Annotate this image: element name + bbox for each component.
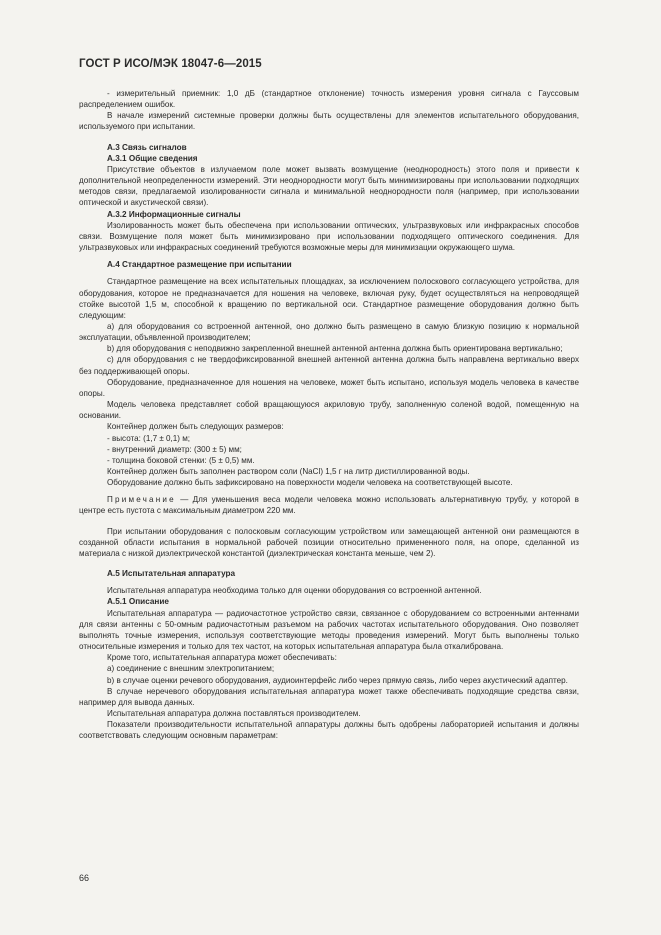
list-item: - толщина боковой стенки: (5 ± 0,5) мм. [107, 455, 255, 465]
list-item: - внутренний диаметр: (300 ± 5) мм; [107, 444, 242, 454]
page-number: 66 [79, 873, 90, 883]
paragraph: Оборудование, предназначенное для ношения на человеке, может быть испытано, используя модель человека в качестве опоры. [79, 377, 579, 398]
paragraph: В начале измерений системные проверки должны быть осуществлены для элементов испытательного оборудования, используемого при испытании. [79, 111, 579, 132]
paragraph: Испытательная аппаратура — радиочастотное устройство связи, связанное с оборудованием со встроенными антеннами для связи антенны с 50-омным радиочастотным разъемом на рабочих частотах испытательного оборудования. Оно позволяет выполнять точные измерения, используя соответствующие методы проведения измерений. Могут быть выполнены только относительные измерения и только для тех частот, на которых испытательная аппаратура была откалибрована. [79, 608, 579, 652]
list-item: а) соединение с внешним электропитанием; [107, 664, 275, 674]
list-item: b) для оборудования с неподвижно закрепленной внешней антенной антенна должна быть ориентирована вертикально; [107, 344, 563, 354]
section-heading-a3-1: А.3.1 Общие сведения [107, 153, 198, 163]
section-heading-a5-1: А.5.1 Описание [107, 597, 169, 607]
section-heading-a4: А.4 Стандартное размещение при испытании [107, 260, 292, 270]
section-heading-a3: А.3 Связь сигналов [107, 142, 187, 152]
paragraph: Показатели производительности испытательной аппаратуры должны быть одобрены лабораторией испытания и должны соответствовать следующим основным параметрам: [79, 720, 579, 741]
paragraph: Стандартное размещение на всех испытательных площадках, за исключением полоскового согласующего устройства, для оборудования, которое не предназначается для ношения на человеке, включая руку, будет осуществляться на непроводящей стойке высотой 1,5 м, способной к вращению по вертикальной оси. Стандартное размещение оборудования должно быть следующим: [79, 277, 579, 320]
note [79, 494, 579, 516]
document-body [79, 88, 579, 741]
page-header: ГОСТ Р ИСО/МЭК 18047-6—2015 [79, 58, 262, 70]
section-heading-a3-2: А.3.2 Информационные сигналы [107, 209, 241, 219]
list-item: b) в случае оценки речевого оборудования, аудиоинтерфейс либо через прямую связь, либо через акустический адаптер. [107, 675, 568, 685]
paragraph: Оборудование должно быть зафиксировано на поверхности модели человека на соответствующей высоте. [107, 478, 513, 488]
list-item: с) для оборудования с не твердофиксированной внешней антенной антенна должна быть направлена вертикально вверх без поддерживающей опоры. [79, 355, 579, 376]
list-item: а) для оборудования со встроенной антенной, оно должно быть размещено в самую близкую позицию к нормальной эксплуатации, объявленной производителем; [79, 321, 579, 343]
section-heading-a5: А.5 Испытательная аппаратура [107, 569, 236, 579]
paragraph: Контейнер должен быть заполнен раствором соли (NaCl) 1,5 г на литр дистиллированной воды. [107, 467, 470, 476]
paragraph: При испытании оборудования с полосковым согласующим устройством или замещающей антенной они размещаются в созданной области испытания в нормальной рабочей позиции относительно примененного поля, на опоре, сделанной из материала с низкой диэлектрической константой (диэлектрическая константа меньше, чем 2). [79, 526, 579, 558]
list-item: - высота: (1,7 ± 0,1) м; [107, 433, 191, 443]
paragraph: Изолированность может быть обеспечена при использовании оптических, ультразвуковых или инфракрасных способов связи. Возмущение поля может быть минимизировано при использовании подходящего оптического соединения. Для ультразвуковых или инфракрасных соединений требуются возможные меры для минимизации окружающего шума. [79, 220, 579, 253]
paragraph: Испытательная аппаратура необходима только для оценки оборудования со встроенной антенной. [107, 586, 482, 596]
paragraph: Присутствие объектов в излучаемом поле может вызвать возмущение (неоднородность) этого поля и привести к дополнительной неопределенности измерений. Эти неоднородности могут быть минимизированы при использовании подходящих методов связи, предлагаемой изолированности сигнала и минимальной неоднородности поля (например, при использовании оптической и акустической связи). [79, 164, 579, 208]
paragraph: Кроме того, испытательная аппаратура может обеспечивать: [107, 653, 337, 663]
paragraph: Контейнер должен быть следующих размеров: [107, 422, 284, 432]
paragraph: В случае неречевого оборудования испытательная аппаратура может также обеспечивать подходящие средства связи, например для вывода данных. [79, 686, 579, 707]
paragraph: - измерительный приемник: 1,0 дБ (стандартное отклонение) точность измерения уровня сигнала с Гауссовым распределением ошибок. [79, 89, 579, 110]
note-label: Примечание [107, 495, 176, 505]
paragraph: Испытательная аппаратура должна поставляться производителем. [107, 708, 361, 718]
paragraph: Модель человека представляет собой вращающуюся акриловую трубу, заполненную соленой водой, помещенную на основании. [79, 400, 579, 421]
note-text: — Для уменьшения веса модели человека можно использовать альтернативную трубу, у которой в центре есть пустота с максимальным диаметром 220 мм. [79, 495, 579, 516]
